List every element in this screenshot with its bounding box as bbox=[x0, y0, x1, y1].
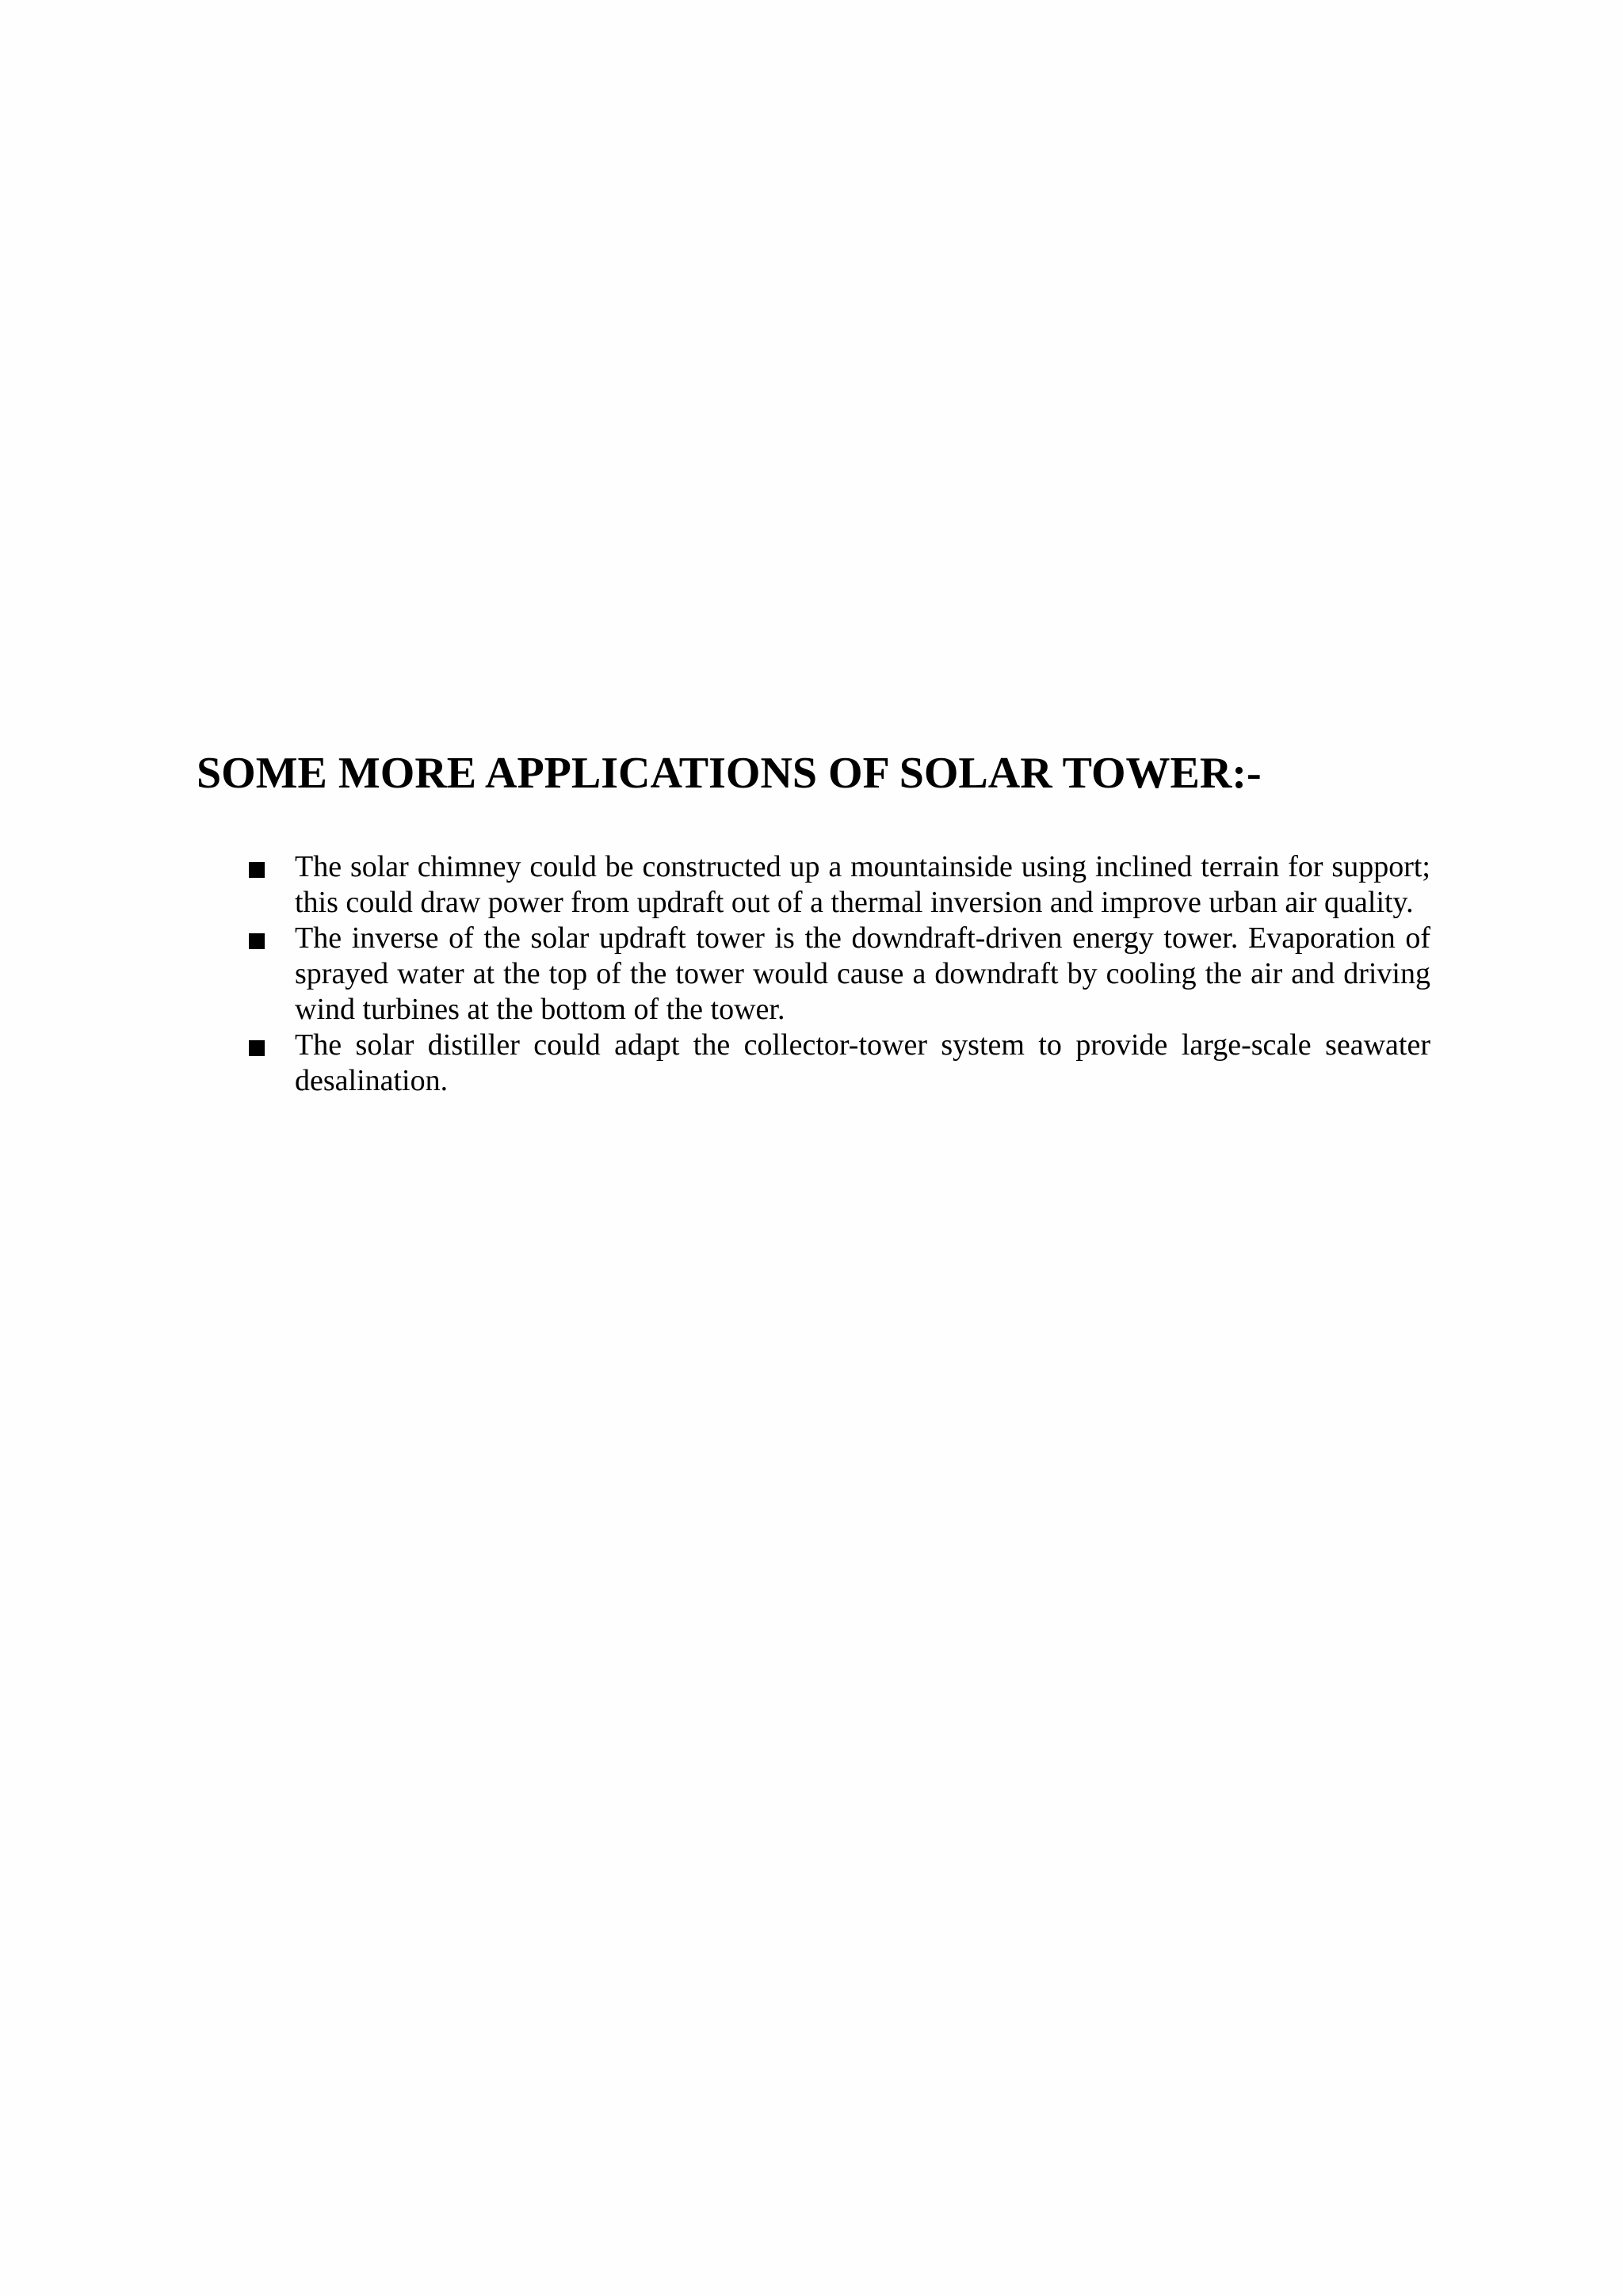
list-item-text: The solar distiller could adapt the collector-tower system to provide large-scale seawater desalination. bbox=[295, 1028, 1430, 1097]
applications-list bbox=[238, 849, 1430, 1099]
square-bullet-icon bbox=[249, 1040, 265, 1056]
page-heading: SOME MORE APPLICATIONS OF SOLAR TOWER:- bbox=[197, 749, 1262, 798]
square-bullet-icon bbox=[249, 933, 265, 949]
square-bullet-icon bbox=[249, 862, 265, 878]
list-item bbox=[238, 921, 1430, 1028]
list-item bbox=[238, 849, 1430, 921]
list-item bbox=[238, 1028, 1430, 1099]
list-item-text: The inverse of the solar updraft tower is the downdraft-driven energy tower. Evaporation of sprayed water at the top of the tower would cause a downdraft by cooling the air and driving wind turbines at the bottom of the tower. bbox=[295, 921, 1430, 1026]
list-item-text: The solar chimney could be constructed up a mountainside using inclined terrain for support; this could draw power from updraft out of a thermal inversion and improve urban air quality. bbox=[295, 850, 1430, 919]
